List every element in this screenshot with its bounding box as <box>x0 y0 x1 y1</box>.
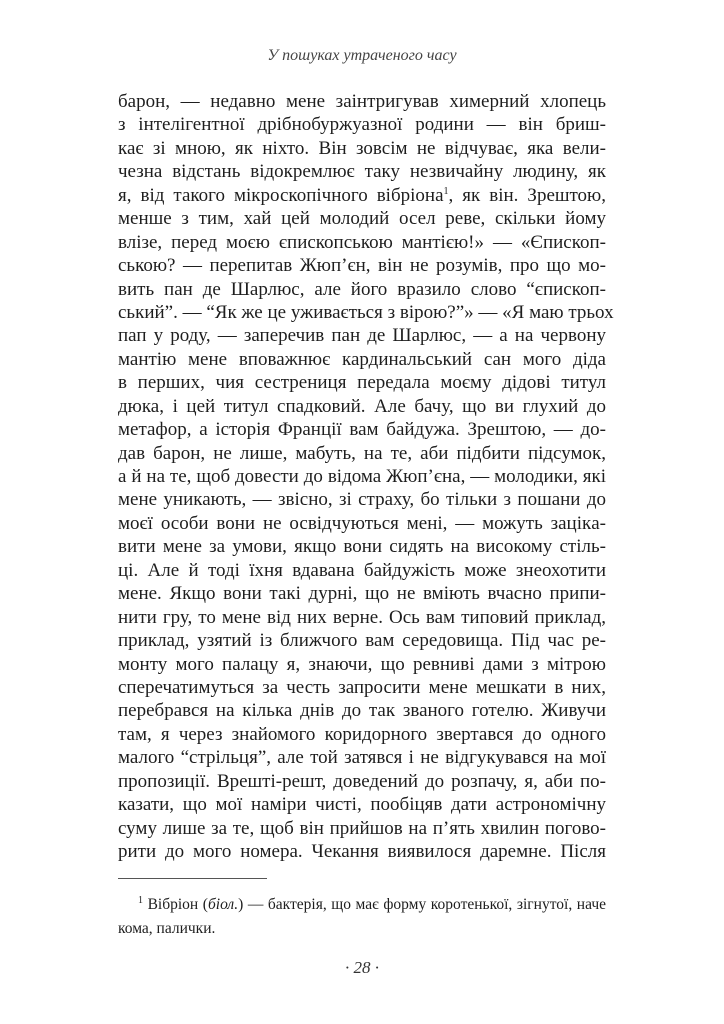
text-line <box>118 184 606 207</box>
footnote-reference[interactable]: 1 <box>443 185 449 197</box>
text-line: пропозиції. Врешті-решт, доведений до розпачу, я, аби по- <box>118 770 606 792</box>
text-line: нити гру, то мене від них верне. Ось вам типовий приклад, <box>118 606 606 628</box>
text-line: дав барон, не лише, мабуть, на те, аби підбити підсумок, <box>118 442 606 464</box>
text-line: ський”. — “Як же це уживається з вірою?”» — «Я маю трьох <box>118 301 614 323</box>
running-header: У пошуках утраченого часу <box>267 47 457 64</box>
text-line: моєї особи вони не освідчуються мені, — можуть зацікa- <box>118 512 606 534</box>
text-line: суму лише за те, щоб він прийшов на п’ять хвилин погово- <box>118 817 606 839</box>
paren-open: ( <box>202 896 208 913</box>
text-segment: , як він. Зрештою, <box>448 184 607 206</box>
text-line: рити до мого номера. Чекання виявилося даремне. Після <box>118 841 606 862</box>
text-line: барон, — недавно мене заінтригував химерний хлопець <box>118 91 606 112</box>
footnote-abbr: біол. <box>207 896 239 913</box>
text-line: ською? — перепитав Жюп’єн, він не розумів, про що мо- <box>118 255 606 277</box>
text-line: в перших, чия сестрениця передала моєму дідові титул <box>118 372 606 394</box>
footnote-line-2: кома, палички. <box>118 920 216 937</box>
text-line: кає зі мною, як ніхто. Він зовсім не відчуває, яка вели- <box>118 137 606 159</box>
paren-close: ) <box>238 896 244 913</box>
text-line: перебрався на кілька днів до так званого готелю. Живучи <box>118 700 606 722</box>
text-line: вити мене за умови, якщо вони сидять на високому стіль- <box>118 536 606 558</box>
text-line: там, я через знайомого коридорного звертався до одного <box>118 723 606 745</box>
body-text <box>118 90 614 863</box>
text-line: а й на те, щоб довести до відома Жюп’єна, — молодики, які <box>118 466 606 487</box>
text-line: приклад, узятий із ближчого вам середовища. Під час ре- <box>118 630 606 652</box>
text-line: менше з тим, хай цей молодий осел реве, скільки йому <box>118 208 606 230</box>
text-line: пап у роду, — заперечив пан де Шарлюс, — а на червону <box>118 325 606 347</box>
text-line: мене уникають, — звісно, зі страху, бо тільки з пошани до <box>118 489 606 511</box>
text-line: сперечатимуться за честь запросити мене мешкати в них, <box>118 676 606 698</box>
footnote <box>118 893 606 941</box>
text-line: влізе, перед моєю єпископською мантією!» — «Єпископ- <box>118 231 606 253</box>
text-line: монту мого палацу я, знаючи, що ревниві дами з мітрою <box>118 653 606 675</box>
text-line: мене. Якщо вони такі дурні, що не вміють вчасно припи- <box>118 583 606 605</box>
text-line: чезна відстань відокремлює таку незвичайну людину, як <box>118 161 606 183</box>
footnote-divider <box>118 878 267 879</box>
page-number: · 28 · <box>345 958 379 977</box>
footnote-mark: 1 <box>138 895 143 906</box>
footnote-term: Вібріон <box>147 896 199 913</box>
footnote-line-1 <box>118 893 606 917</box>
text-line: з інтелігентної дрібнобуржуазної родини — він бриш- <box>118 114 606 136</box>
text-line: малого “стрільця”, але той затявся і не відгукувався на мої <box>118 747 606 769</box>
text-line: вить пан де Шарлюс, але його вразило слово “єпископ- <box>118 278 606 300</box>
text-line: метафор, а історія Франції вам байдужа. Зрештою, — до- <box>118 419 606 441</box>
text-line: дюка, і цей титул спадковий. Але бачу, що ви глухий до <box>118 395 606 417</box>
text-line: мантію мене вповажнює кардинальський сан мого діда <box>118 348 606 370</box>
footnote-text-1: — бактерія, що має форму коротенької, зігнутої, наче <box>243 896 606 913</box>
text-line: казати, що мої наміри чисті, пообіцяв дати астрономічну <box>118 794 606 816</box>
text-segment: я, від такого мікроскопічного вібріона <box>118 184 444 206</box>
text-line: ці. Але й тоді їхня вдавана байдужість може знеохотити <box>118 559 606 581</box>
